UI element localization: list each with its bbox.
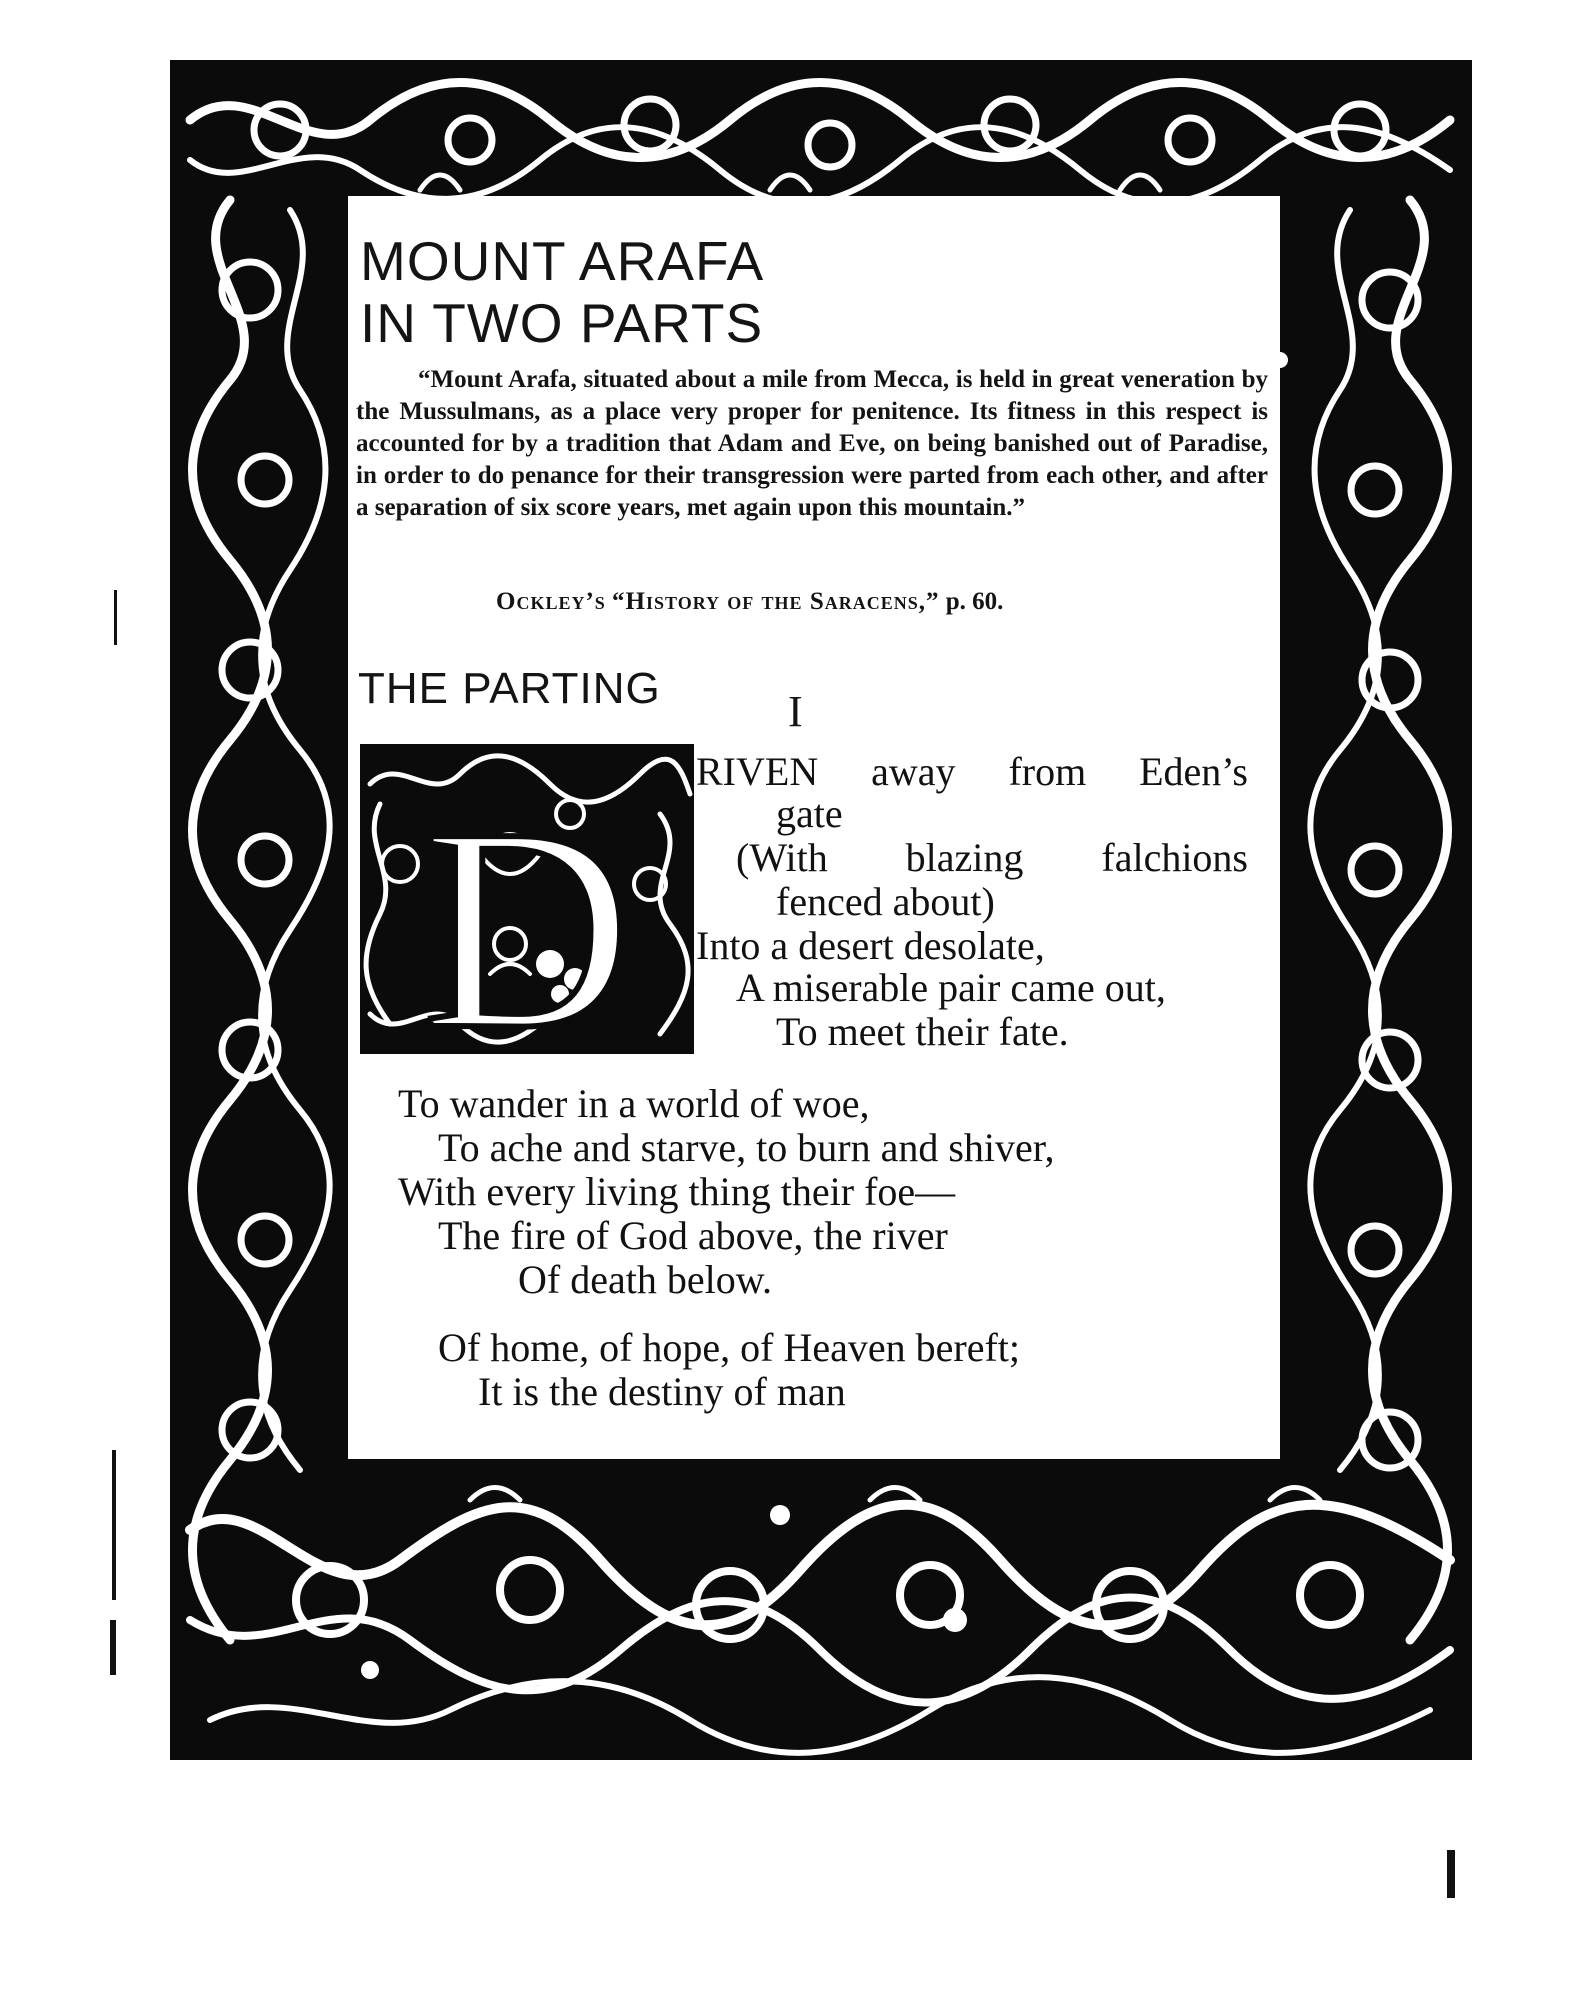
verse-line: To meet their fate. bbox=[776, 1009, 1069, 1054]
page-title: MOUNT ARAFA bbox=[360, 230, 765, 292]
scan-mark bbox=[112, 1450, 116, 1600]
scan-mark bbox=[1447, 1850, 1455, 1898]
verse-line: A miserable pair came out, bbox=[736, 965, 1166, 1010]
text-panel bbox=[348, 196, 1280, 1459]
citation-page: p. 60. bbox=[945, 588, 1004, 615]
part-numeral: I bbox=[788, 687, 803, 736]
drop-cap-letter: D bbox=[422, 768, 632, 1054]
verse-line: Of home, of hope, of Heaven bereft; bbox=[438, 1325, 1020, 1370]
verse-line: It is the destiny of man bbox=[478, 1369, 846, 1414]
verse-word: away bbox=[871, 749, 956, 794]
verse-word: from bbox=[1008, 749, 1087, 794]
verse-line: With every living thing their foe— bbox=[398, 1169, 956, 1214]
verse-line: To wander in a world of woe, bbox=[398, 1081, 870, 1126]
verse-word: falchions bbox=[1101, 835, 1248, 880]
verse-word: (With bbox=[736, 835, 828, 880]
verse-line: Into a desert desolate, bbox=[696, 923, 1045, 968]
verse-line: fenced about) bbox=[776, 879, 995, 924]
verse-line: To ache and starve, to burn and shiver, bbox=[438, 1125, 1055, 1170]
verse-line: Of death below. bbox=[518, 1257, 772, 1302]
floral-initial-d-icon bbox=[360, 744, 694, 1054]
verse-line bbox=[696, 749, 1248, 794]
epigraph-paragraph: “Mount Arafa, situated about a mile from Mecca, is held in great veneration by the Mussulmans, as a place very proper for penitence. Its fitness in this respect is accounted for by a tradition that Adam and Eve, on being banished out of Paradise, in order to do penance for their transgression were parted from each other, and after a separation of six score years, met again upon this mountain.” bbox=[356, 366, 1268, 521]
verse-line: gate bbox=[776, 791, 843, 836]
verse-line bbox=[736, 835, 1248, 880]
drop-cap-initial bbox=[360, 744, 694, 1054]
verse-word: RIVEN bbox=[696, 749, 819, 794]
section-title: THE PARTING bbox=[358, 664, 661, 713]
citation-work: “History of the Saracens,” bbox=[612, 588, 940, 615]
epigraph-citation bbox=[496, 588, 1003, 616]
citation-author: Ockley’s bbox=[496, 588, 606, 615]
scan-mark bbox=[114, 590, 117, 645]
scan-mark bbox=[110, 1620, 116, 1675]
verse-line: The fire of God above, the river bbox=[438, 1213, 948, 1258]
page-subtitle: IN TWO PARTS bbox=[360, 292, 764, 354]
verse-word: Eden’s bbox=[1139, 749, 1248, 794]
verse-word: blazing bbox=[905, 835, 1024, 880]
